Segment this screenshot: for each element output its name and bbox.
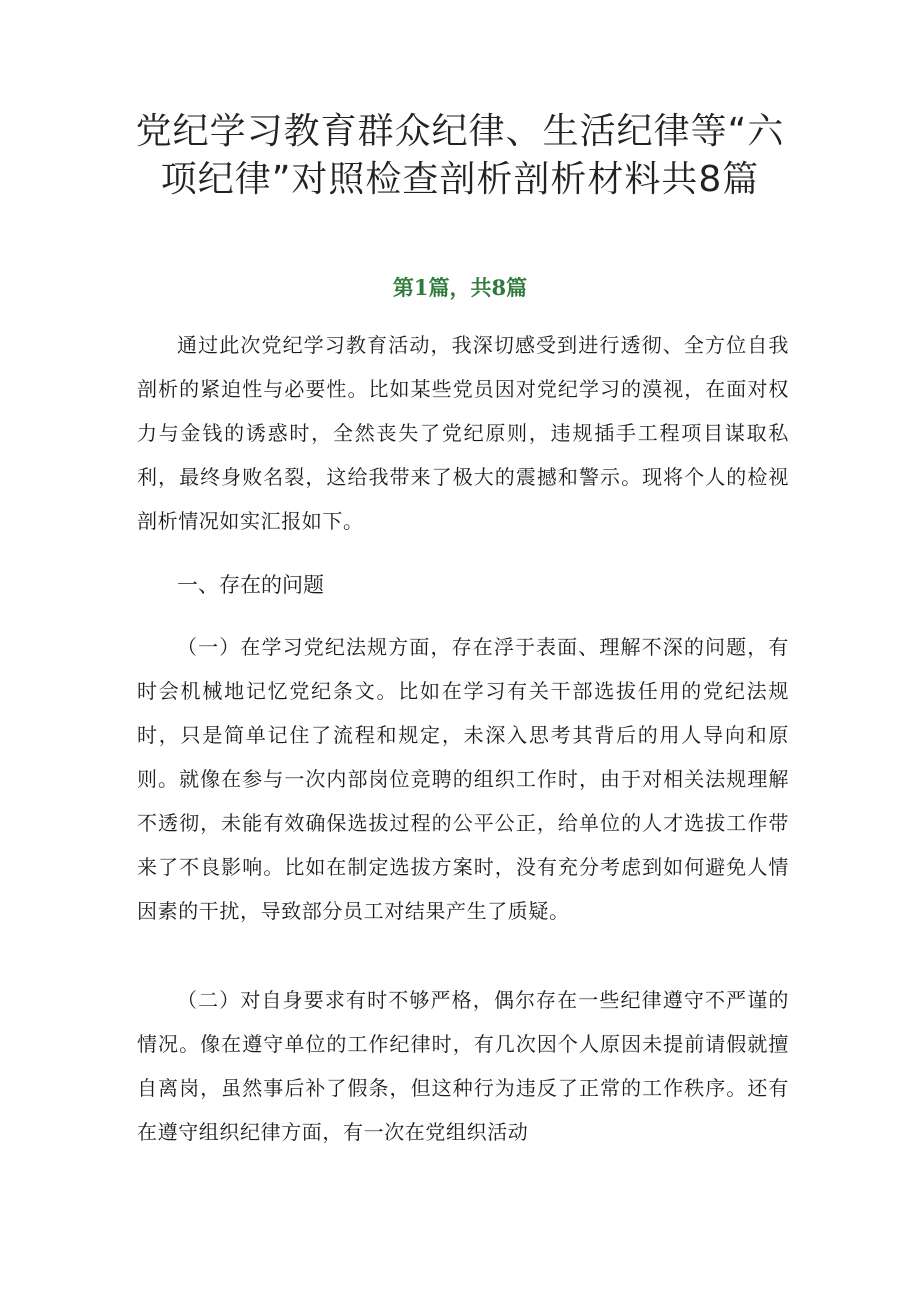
issue-paragraph-2: （二）对自身要求有时不够严格，偶尔存在一些纪律遵守不严谨的情况。像在遵守单位的工作纪律时，有几次因个人原因未提前请假就擅自离岗，虽然事后补了假条，但这种行为违反了正常的工作秩序。还有在遵守组织纪律方面，有一次在党组织活动 <box>137 988 789 1144</box>
section-heading: 一、存在的问题 <box>177 573 324 597</box>
document-title: 党纪学习教育群众纪律、生活纪律等“六项纪律”对照检查剖析剖析材料共8篇 <box>135 111 785 200</box>
issue-paragraph-1: （一）在学习党纪法规方面，存在浮于表面、理解不深的问题，有时会机械地记忆党纪条文。比如在学习有关干部选拔任用的党纪法规时，只是简单记住了流程和规定，未深入思考其背后的用人导向和原则。就像在参与一次内部岗位竞聘的组织工作时，由于对相关法规理解不透彻，未能有效确保选拔过程的公平公正，给单位的人才选拔工作带来了不良影响。比如在制定选拔方案时，没有充分考虑到如何避免人情因素的干扰，导致部分员工对结果产生了质疑。 <box>137 635 789 923</box>
part-indicator: 第1篇，共8篇 <box>392 275 528 300</box>
intro-paragraph: 通过此次党纪学习教育活动，我深切感受到进行透彻、全方位自我剖析的紧迫性与必要性。比如某些党员因对党纪学习的漠视，在面对权力与金钱的诱惑时，全然丧失了党纪原则，违规插手工程项目谋取私利，最终身败名裂，这给我带来了极大的震撼和警示。现将个人的检视剖析情况如实汇报如下。 <box>137 333 789 533</box>
